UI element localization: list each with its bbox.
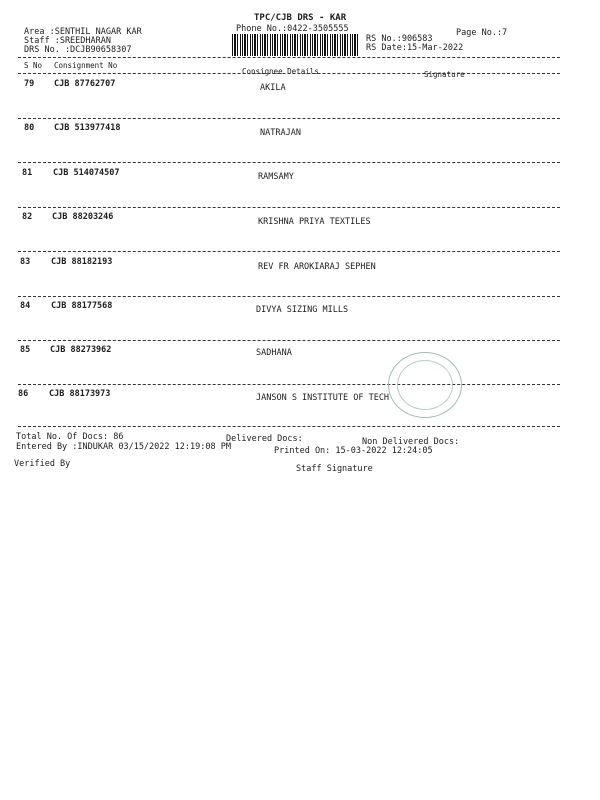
row-divider xyxy=(18,296,560,297)
entered-by: Entered By :INDUKAR 03/15/2022 12:19:08 PM xyxy=(16,442,231,452)
row-divider xyxy=(18,384,560,385)
row-consignee: SADHANA xyxy=(256,348,292,358)
column-header-sno: S No xyxy=(24,61,43,70)
rs-date: RS Date:15-Mar-2022 xyxy=(366,43,464,53)
phone-number: Phone No.:0422-3505555 xyxy=(236,24,349,34)
row-consignee: KRISHNA PRIYA TEXTILES xyxy=(258,217,371,227)
row-sno: 86 xyxy=(18,389,29,399)
row-consignment-no: CJB 88273962 xyxy=(50,345,112,355)
row-consignee: NATRAJAN xyxy=(260,128,301,138)
area-label: Area :SENTHIL NAGAR KAR xyxy=(24,27,142,37)
row-divider xyxy=(18,162,560,163)
row-sno: 83 xyxy=(20,257,31,267)
column-header-consignment: Consignment No xyxy=(54,61,118,70)
column-header-signature: Signature xyxy=(424,70,465,79)
page-number: Page No.:7 xyxy=(456,28,508,38)
row-sno: 80 xyxy=(24,123,35,133)
row-consignee: DIVYA SIZING MILLS xyxy=(256,305,349,315)
row-consignment-no: CJB 88173973 xyxy=(49,389,111,399)
row-consignee: AKILA xyxy=(260,83,286,93)
divider xyxy=(18,426,560,427)
row-consignment-no: CJB 88177568 xyxy=(51,301,113,311)
non-delivered-docs: Non Delivered Docs: xyxy=(362,437,460,447)
rubber-stamp-seal xyxy=(388,352,462,418)
divider xyxy=(18,57,560,58)
divider xyxy=(18,73,560,74)
rs-number: RS No.:906583 xyxy=(366,34,433,44)
row-consignment-no: CJB 514074507 xyxy=(53,168,120,178)
row-sno: 79 xyxy=(24,79,35,89)
staff-signature: Staff Signature xyxy=(296,464,373,474)
report-title: TPC/CJB DRS - KAR xyxy=(254,13,347,23)
delivered-docs: Delivered Docs: xyxy=(226,434,303,444)
verified-by: Verified By xyxy=(14,459,71,469)
row-consignment-no: CJB 88203246 xyxy=(52,212,114,222)
barcode-image xyxy=(232,34,360,56)
total-docs: Total No. Of Docs: 86 xyxy=(16,432,124,442)
row-divider xyxy=(18,118,560,119)
row-consignment-no: CJB 513977418 xyxy=(54,123,121,133)
row-sno: 82 xyxy=(22,212,33,222)
row-sno: 84 xyxy=(20,301,31,311)
row-consignee: RAMSAMY xyxy=(258,172,294,182)
row-consignee: JANSON S INSTITUTE OF TECH xyxy=(256,393,390,403)
row-divider xyxy=(18,340,560,341)
staff-label: Staff :SREEDHARAN xyxy=(24,36,111,46)
row-sno: 85 xyxy=(20,345,31,355)
row-divider xyxy=(18,251,560,252)
row-divider xyxy=(18,207,560,208)
row-sno: 81 xyxy=(22,168,33,178)
printed-on: Printed On: 15-03-2022 12:24:05 xyxy=(274,446,433,456)
row-consignment-no: CJB 87762707 xyxy=(54,79,116,89)
row-consignee: REV FR AROKIARAJ SEPHEN xyxy=(258,262,376,272)
row-consignment-no: CJB 88182193 xyxy=(51,257,113,267)
drs-number: DRS No. :DCJB90658307 xyxy=(24,45,132,55)
column-header-consignee: Consignee Details xyxy=(242,67,319,76)
